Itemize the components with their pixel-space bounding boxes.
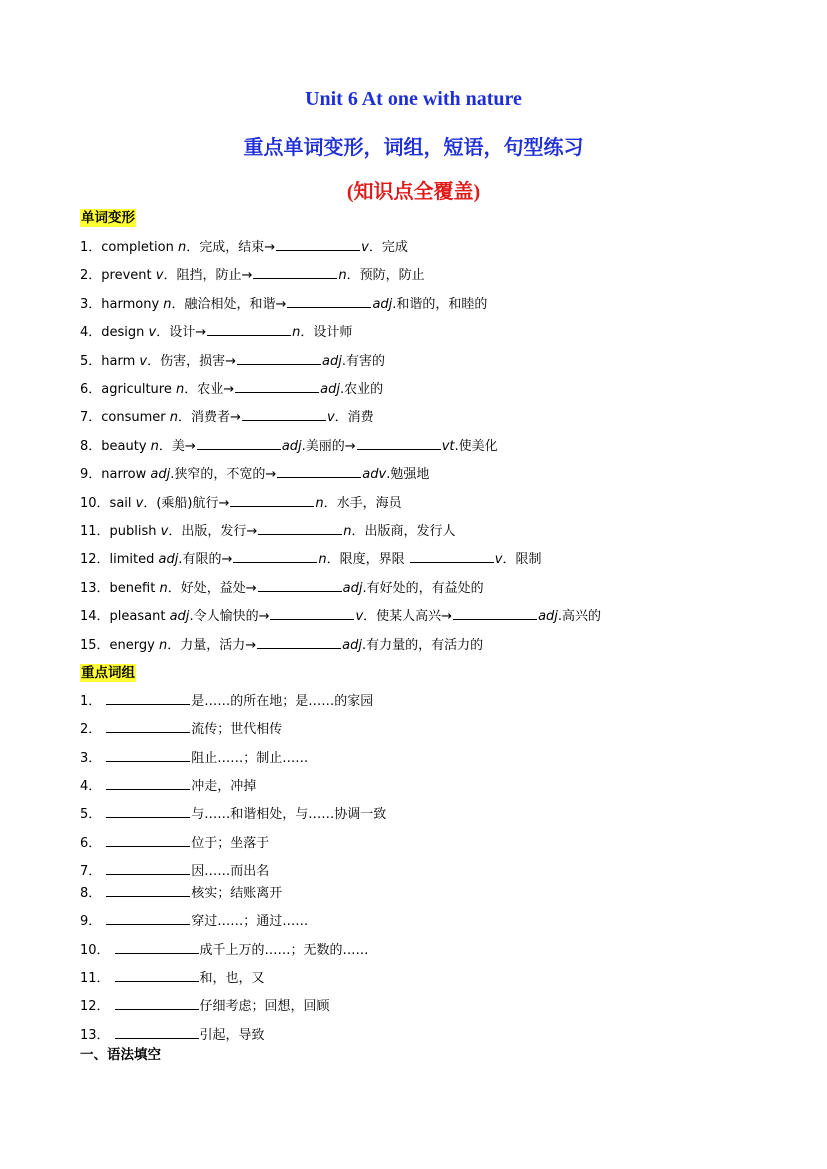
part-of-speech: v <box>355 609 364 625</box>
base-word: energy <box>109 637 159 653</box>
answer-blank[interactable] <box>106 884 190 897</box>
word-item <box>80 295 487 314</box>
phrase-item <box>80 749 308 768</box>
answer-blank[interactable] <box>106 805 190 818</box>
part-of-speech: adj <box>322 353 342 369</box>
word-item <box>80 408 374 427</box>
word-item <box>80 579 484 598</box>
word-item <box>80 352 385 371</box>
answer-blank[interactable] <box>106 834 190 847</box>
word-item <box>80 266 425 285</box>
section-heading-words: 单词变形 <box>81 210 135 226</box>
word-item <box>80 238 408 257</box>
definition: ．好处，益处→ <box>167 580 257 596</box>
definition: ．消费者→ <box>178 410 241 426</box>
item-number: 1． <box>80 694 102 709</box>
section-heading-grammar: 一、语法填空 <box>80 1047 161 1063</box>
answer-blank[interactable] <box>270 607 354 620</box>
base-word: limited <box>109 552 159 568</box>
part-of-speech: adj <box>538 609 558 625</box>
part-of-speech: v <box>155 268 164 284</box>
phrase-meaning: 冲走，冲掉 <box>191 779 257 794</box>
part-of-speech: n <box>150 438 159 454</box>
definition: ．水手，海员 <box>323 495 402 511</box>
item-number: 3． <box>80 296 102 312</box>
definition: .令人愉快的→ <box>189 609 270 625</box>
base-word: completion <box>101 240 178 255</box>
item-number: 10． <box>80 943 110 958</box>
item-number: 9． <box>80 914 102 929</box>
definition: ．限度，界限 <box>326 552 409 568</box>
answer-blank[interactable] <box>106 912 190 925</box>
section-heading-phrases: 重点词组 <box>81 665 135 681</box>
coverage-note: (知识点全覆盖) <box>346 181 481 203</box>
phrase-meaning: 和，也，又 <box>199 971 265 986</box>
answer-blank[interactable] <box>106 749 190 762</box>
definition: .有好处的，有益处的 <box>362 580 484 596</box>
definition: .有害的 <box>341 353 385 369</box>
definition: ．设计→ <box>156 325 207 341</box>
answer-blank[interactable] <box>253 266 337 279</box>
part-of-speech: v <box>160 524 169 539</box>
base-word: beauty <box>101 438 151 454</box>
phrase-item <box>80 969 265 988</box>
definition: .和谐的，和睦的 <box>392 296 488 312</box>
item-number: 4． <box>80 325 102 341</box>
word-item <box>80 636 483 655</box>
phrase-item <box>80 941 369 960</box>
part-of-speech: adj <box>372 296 393 312</box>
part-of-speech: adj <box>342 580 363 596</box>
answer-blank[interactable] <box>257 636 341 649</box>
item-number: 6． <box>80 382 102 397</box>
answer-blank[interactable] <box>115 941 199 954</box>
part-of-speech: n <box>169 410 179 426</box>
part-of-speech: adj <box>342 637 362 653</box>
definition: .高兴的 <box>557 609 602 625</box>
item-number: 15． <box>80 637 110 653</box>
item-number: 1． <box>80 240 102 255</box>
definition: ．消费 <box>334 410 374 426</box>
phrase-item <box>80 884 282 903</box>
base-word: benefit <box>109 580 160 596</box>
definition: .有力量的，有活力的 <box>361 637 484 653</box>
phrase-meaning: 因……而出名 <box>191 864 270 879</box>
phrase-item <box>80 720 282 739</box>
definition: ．融洽相处，和谐→ <box>171 296 287 312</box>
item-number: 2． <box>80 268 102 284</box>
answer-blank[interactable] <box>106 720 190 733</box>
definition: .有限的→ <box>178 552 233 568</box>
word-item <box>80 494 402 513</box>
part-of-speech: v <box>326 410 335 426</box>
base-word: agriculture <box>101 382 176 397</box>
part-of-speech: n <box>158 637 168 653</box>
part-of-speech: v <box>148 325 157 341</box>
base-word: prevent <box>101 268 156 284</box>
phrase-meaning: 阻止……；制止…… <box>191 751 309 766</box>
answer-blank[interactable] <box>233 550 317 563</box>
definition: ．(乘船)航行→ <box>143 495 230 511</box>
phrase-item <box>80 862 269 881</box>
definition: .狭窄的，不宽的→ <box>170 467 277 483</box>
phrase-item <box>80 777 256 796</box>
definition: .农业的 <box>339 382 384 397</box>
item-number: 3． <box>80 751 102 766</box>
phrase-meaning: 核实；结账离开 <box>191 886 283 901</box>
item-number: 4． <box>80 779 102 794</box>
part-of-speech: n <box>175 382 185 397</box>
answer-blank[interactable] <box>410 550 494 563</box>
part-of-speech: v <box>361 240 369 255</box>
definition: ．农业→ <box>184 382 235 397</box>
answer-blank[interactable] <box>235 380 319 393</box>
part-of-speech: n <box>315 495 324 511</box>
phrase-item <box>80 692 373 711</box>
item-number: 13． <box>80 1028 110 1043</box>
part-of-speech: adj <box>169 609 190 625</box>
part-of-speech: n <box>159 580 168 596</box>
phrase-meaning: 仔细考虑；回想，回顾 <box>199 999 330 1014</box>
item-number: 6． <box>80 836 102 851</box>
part-of-speech: n <box>318 552 327 568</box>
answer-blank[interactable] <box>197 437 281 450</box>
definition: ．力量，活力→ <box>167 637 257 653</box>
part-of-speech: adj <box>158 552 179 568</box>
answer-blank[interactable] <box>106 777 190 790</box>
word-item <box>80 437 498 456</box>
item-number: 8． <box>80 886 102 901</box>
answer-blank[interactable] <box>237 352 321 365</box>
definition: .勉强地 <box>386 467 430 483</box>
phrase-meaning: 与……和谐相处，与……协调一致 <box>191 807 387 822</box>
answer-blank[interactable] <box>230 494 314 507</box>
word-item <box>80 607 601 626</box>
word-item <box>80 323 352 342</box>
item-number: 11． <box>80 971 110 986</box>
part-of-speech: n <box>163 296 172 312</box>
answer-blank[interactable] <box>242 408 326 421</box>
phrase-meaning: 位于；坐落于 <box>191 836 270 851</box>
answer-blank[interactable] <box>287 295 371 308</box>
base-word: pleasant <box>109 609 170 625</box>
base-word: harmony <box>101 296 164 312</box>
phrase-meaning: 流传；世代相传 <box>191 722 283 737</box>
definition: ．出版，发行→ <box>168 524 258 539</box>
phrase-item <box>80 912 308 931</box>
phrase-item <box>80 1026 265 1045</box>
item-number: 5． <box>80 353 102 369</box>
base-word: sail <box>109 495 136 511</box>
base-word: narrow <box>101 467 151 483</box>
word-item <box>80 522 456 541</box>
part-of-speech: vt <box>441 438 455 454</box>
definition: ．美→ <box>158 438 196 454</box>
item-number: 10． <box>80 495 110 511</box>
answer-blank[interactable] <box>115 1026 199 1039</box>
item-number: 2． <box>80 722 102 737</box>
definition: ．设计师 <box>300 325 353 341</box>
item-number: 12． <box>80 999 110 1014</box>
part-of-speech: adj <box>281 438 302 454</box>
phrase-item <box>80 805 386 824</box>
part-of-speech: adv <box>362 467 387 483</box>
word-item <box>80 550 542 569</box>
phrase-item <box>80 997 330 1016</box>
base-word: consumer <box>101 410 170 426</box>
phrase-meaning: 是……的所在地；是……的家园 <box>191 694 374 709</box>
phrase-meaning: 成千上万的……；无数的…… <box>199 943 369 958</box>
page-title: Unit 6 At one with nature <box>305 88 522 110</box>
part-of-speech: adj <box>150 467 171 483</box>
item-number: 7． <box>80 410 102 426</box>
item-number: 13． <box>80 580 110 596</box>
part-of-speech: n <box>177 240 187 255</box>
part-of-speech: v <box>494 552 503 568</box>
definition: .美丽的→ <box>301 438 356 454</box>
answer-blank[interactable] <box>258 579 342 592</box>
answer-blank[interactable] <box>115 997 199 1010</box>
answer-blank[interactable] <box>453 607 537 620</box>
answer-blank[interactable] <box>258 522 342 535</box>
definition: ．完成 <box>368 240 408 255</box>
word-item <box>80 465 429 484</box>
answer-blank[interactable] <box>207 323 291 336</box>
answer-blank[interactable] <box>106 692 190 705</box>
answer-blank[interactable] <box>115 969 199 982</box>
item-number: 12． <box>80 552 110 568</box>
answer-blank[interactable] <box>276 238 360 251</box>
definition: ．预防，防止 <box>346 268 425 284</box>
part-of-speech: n <box>343 524 352 539</box>
definition: .使美化 <box>454 438 498 454</box>
item-number: 7． <box>80 864 102 879</box>
answer-blank[interactable] <box>106 862 190 875</box>
definition: ．限制 <box>502 552 542 568</box>
word-item <box>80 380 383 399</box>
part-of-speech: n <box>338 268 347 284</box>
page-subtitle: 重点单词变形，词组，短语，句型练习 <box>243 137 584 159</box>
part-of-speech: v <box>135 495 144 511</box>
item-number: 11． <box>80 524 110 539</box>
part-of-speech: adj <box>320 382 340 397</box>
base-word: publish <box>109 524 161 539</box>
base-word: harm <box>101 353 140 369</box>
item-number: 5． <box>80 807 102 822</box>
definition: ．完成，结束→ <box>186 240 276 255</box>
item-number: 9． <box>80 467 102 483</box>
answer-blank[interactable] <box>277 465 361 478</box>
item-number: 8． <box>80 438 102 454</box>
definition: ．出版商，发行人 <box>351 524 456 539</box>
base-word: design <box>101 325 149 341</box>
phrase-meaning: 引起，导致 <box>199 1028 265 1043</box>
definition: ．阻挡，防止→ <box>163 268 253 284</box>
part-of-speech: n <box>292 325 301 341</box>
item-number: 14． <box>80 609 110 625</box>
definition: ．使某人高兴→ <box>363 609 453 625</box>
answer-blank[interactable] <box>357 437 441 450</box>
part-of-speech: v <box>139 353 148 369</box>
phrase-item <box>80 834 269 853</box>
definition: ．伤害，损害→ <box>147 353 237 369</box>
phrase-meaning: 穿过……；通过…… <box>191 914 309 929</box>
